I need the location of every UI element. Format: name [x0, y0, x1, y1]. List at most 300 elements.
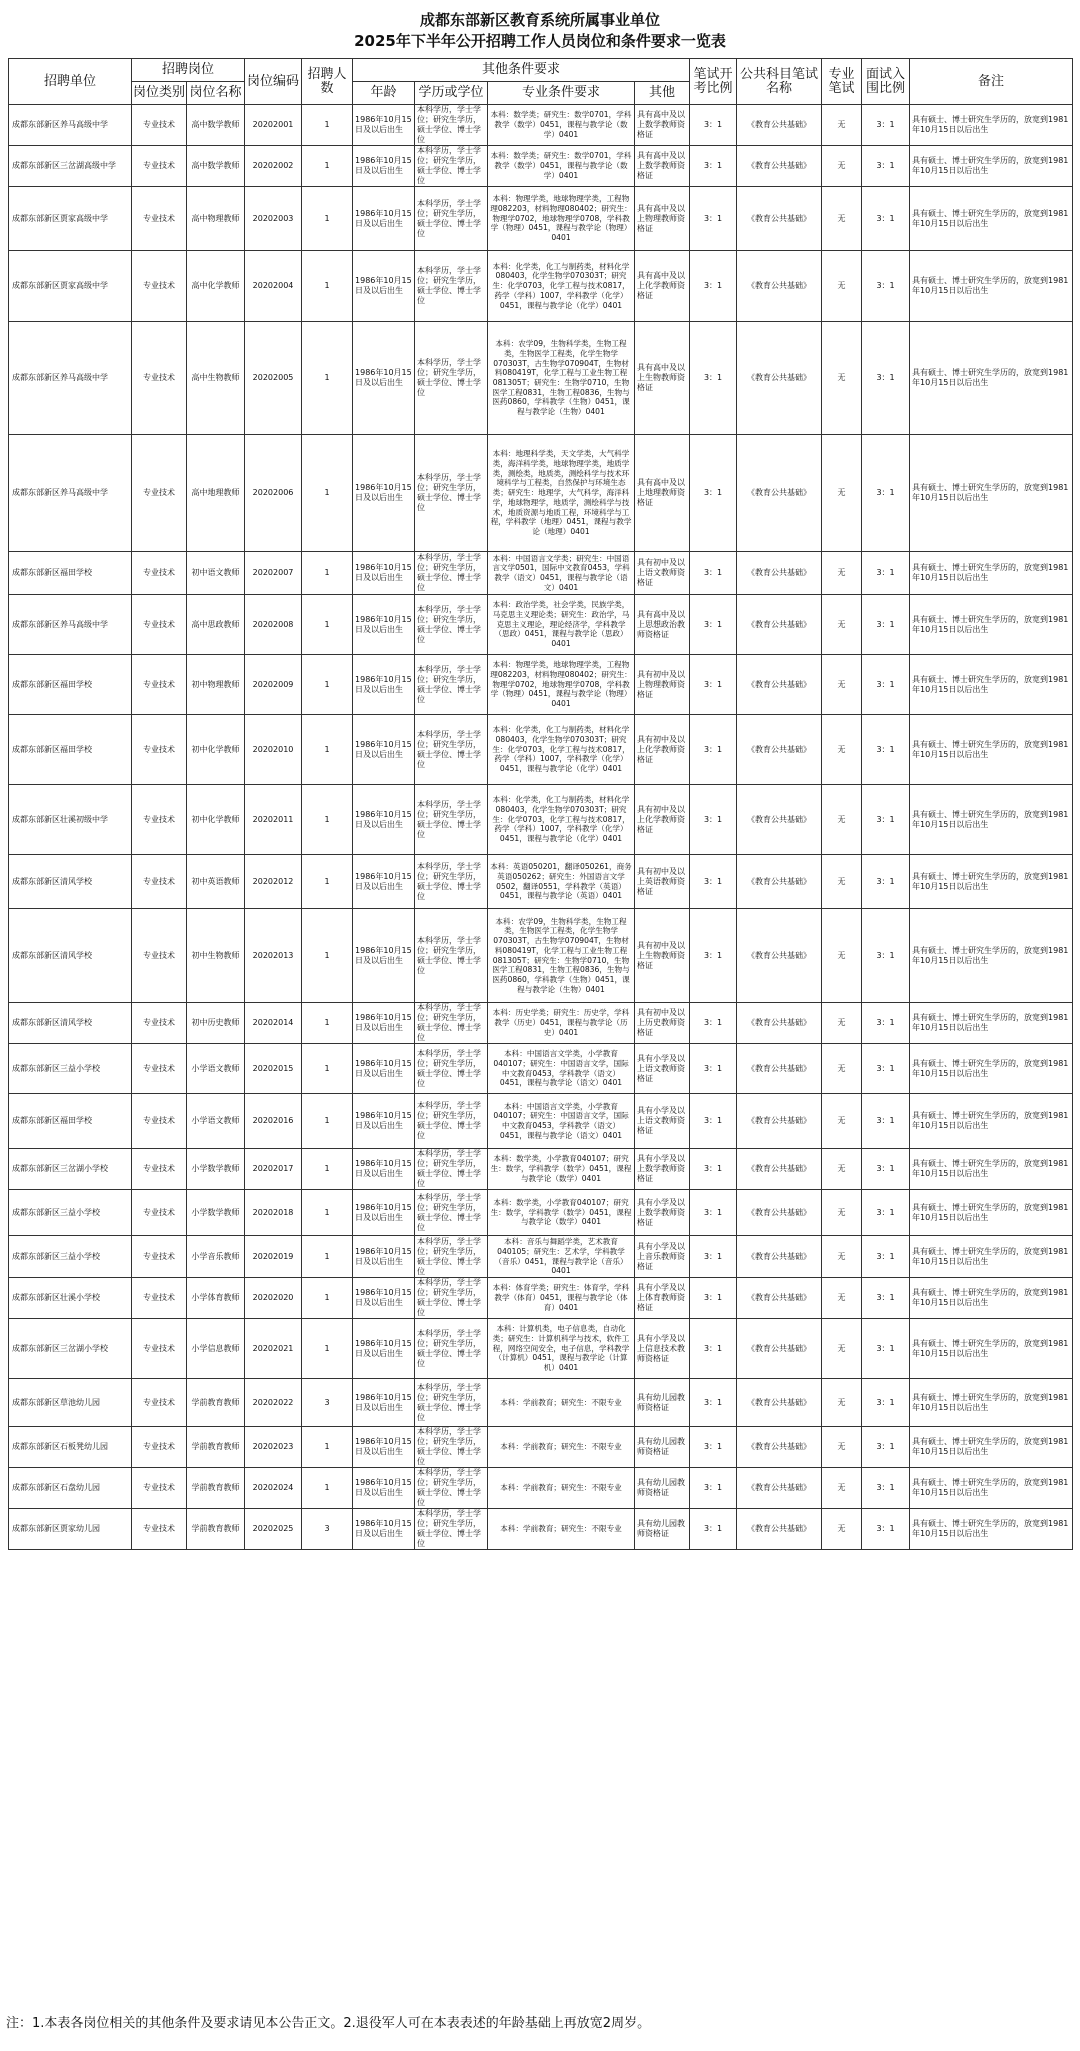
cell-interview: 3：1: [862, 435, 910, 552]
cell-edu: 本科学历，学士学位；研究生学历，硕士学位、博士学位: [415, 1509, 488, 1550]
cell-other: 具有初中及以上历史教师资格证: [635, 1003, 690, 1044]
cell-post-type: 专业技术: [132, 435, 187, 552]
col-header-post-code: 岗位编码: [245, 59, 302, 105]
cell-other: 具有高中及以上思想政治教师资格证: [635, 595, 690, 655]
table-row: [9, 1003, 1073, 1044]
cell-count: 1: [302, 1094, 353, 1149]
cell-remark: 具有硕士、博士研究生学历的，放宽到1981年10月15日以后出生: [910, 1427, 1073, 1468]
cell-other: 具有小学及以上语文教师资格证: [635, 1044, 690, 1094]
cell-age: 1986年10月15日及以后出生: [353, 1468, 415, 1509]
cell-ratio: 3：1: [690, 1379, 737, 1427]
cell-edu: 本科学历，学士学位；研究生学历，硕士学位、博士学位: [415, 1379, 488, 1427]
cell-count: 1: [302, 715, 353, 785]
cell-interview: 3：1: [862, 1427, 910, 1468]
cell-age: 1986年10月15日及以后出生: [353, 146, 415, 187]
cell-edu: 本科学历，学士学位；研究生学历，硕士学位、博士学位: [415, 1278, 488, 1319]
cell-subject: 《教育公共基础》: [737, 1319, 822, 1379]
cell-remark: 具有硕士、博士研究生学历的，放宽到1981年10月15日以后出生: [910, 251, 1073, 322]
cell-post-type: 专业技术: [132, 1190, 187, 1236]
cell-pro-exam: 无: [822, 715, 862, 785]
col-header-edu: 学历或学位: [415, 82, 488, 105]
cell-remark: 具有硕士、博士研究生学历的，放宽到1981年10月15日以后出生: [910, 105, 1073, 146]
cell-pro-exam: 无: [822, 105, 862, 146]
cell-post-code: 20202012: [245, 855, 302, 909]
cell-interview: 3：1: [862, 909, 910, 1003]
cell-post-code: 20202010: [245, 715, 302, 785]
cell-major: 本科：中国语言文学类，小学教育040107；研究生：中国语言文学，国际中文教育0453，学科教学（语文）0451，课程与教学论（语文）0401: [488, 1044, 635, 1094]
col-header-interview: 面试入围比例: [862, 59, 910, 105]
cell-post-type: 专业技术: [132, 715, 187, 785]
cell-subject: 《教育公共基础》: [737, 1509, 822, 1550]
table-row: [9, 785, 1073, 855]
cell-ratio: 3：1: [690, 552, 737, 595]
cell-major: 本科：音乐与舞蹈学类，艺术教育040105；研究生：艺术学，学科教学（音乐）0451，课程与教学论（音乐）0401: [488, 1236, 635, 1278]
cell-interview: 3：1: [862, 855, 910, 909]
cell-major: 本科：体育学类；研究生：体育学，学科教学（体育）0451，课程与教学论（体育）0401: [488, 1278, 635, 1319]
cell-pro-exam: 无: [822, 146, 862, 187]
cell-post-type: 专业技术: [132, 146, 187, 187]
cell-post-code: 20202019: [245, 1236, 302, 1278]
cell-major: 本科：学前教育；研究生：不限专业: [488, 1509, 635, 1550]
cell-interview: 3：1: [862, 1149, 910, 1190]
cell-major: 本科：化学类，化工与制药类，材料化学080403，化学生物学070303T；研究生：化学0703，化学工程与技术0817，药学（学科）1007，学科教学（化学）0451，课程与教学论（化学）0401: [488, 715, 635, 785]
cell-post-code: 20202003: [245, 187, 302, 251]
cell-subject: 《教育公共基础》: [737, 322, 822, 435]
cell-other: 具有幼儿园教师资格证: [635, 1509, 690, 1550]
cell-other: 具有幼儿园教师资格证: [635, 1427, 690, 1468]
cell-subject: 《教育公共基础》: [737, 595, 822, 655]
cell-pro-exam: 无: [822, 322, 862, 435]
cell-interview: 3：1: [862, 187, 910, 251]
cell-pro-exam: 无: [822, 1278, 862, 1319]
cell-age: 1986年10月15日及以后出生: [353, 1236, 415, 1278]
cell-post-type: 专业技术: [132, 1319, 187, 1379]
cell-major: 本科：学前教育；研究生：不限专业: [488, 1379, 635, 1427]
cell-post-type: 专业技术: [132, 552, 187, 595]
cell-pro-exam: 无: [822, 909, 862, 1003]
cell-unit: 成都东部新区养马高级中学: [9, 105, 132, 146]
cell-remark: 具有硕士、博士研究生学历的，放宽到1981年10月15日以后出生: [910, 1379, 1073, 1427]
cell-ratio: 3：1: [690, 1468, 737, 1509]
cell-post-code: 20202016: [245, 1094, 302, 1149]
cell-count: 1: [302, 855, 353, 909]
cell-interview: 3：1: [862, 655, 910, 715]
cell-post-code: 20202011: [245, 785, 302, 855]
cell-unit: 成都东部新区石板凳幼儿园: [9, 1427, 132, 1468]
table-row: [9, 595, 1073, 655]
cell-unit: 成都东部新区石盘幼儿园: [9, 1468, 132, 1509]
cell-post-code: 20202015: [245, 1044, 302, 1094]
cell-pro-exam: 无: [822, 1236, 862, 1278]
cell-edu: 本科学历，学士学位；研究生学历，硕士学位、博士学位: [415, 1149, 488, 1190]
cell-count: 1: [302, 146, 353, 187]
cell-subject: 《教育公共基础》: [737, 1149, 822, 1190]
cell-remark: 具有硕士、博士研究生学历的，放宽到1981年10月15日以后出生: [910, 1236, 1073, 1278]
cell-unit: 成都东部新区清风学校: [9, 909, 132, 1003]
cell-post-name: 高中地理教师: [187, 435, 245, 552]
cell-subject: 《教育公共基础》: [737, 1044, 822, 1094]
cell-edu: 本科学历，学士学位；研究生学历，硕士学位、博士学位: [415, 1190, 488, 1236]
cell-ratio: 3：1: [690, 715, 737, 785]
page-title: [8, 10, 1072, 52]
cell-post-name: 高中数学教师: [187, 105, 245, 146]
cell-major: 本科：学前教育；研究生：不限专业: [488, 1427, 635, 1468]
cell-other: 具有小学及以上数学教师资格证: [635, 1149, 690, 1190]
cell-post-code: 20202005: [245, 322, 302, 435]
cell-post-code: 20202025: [245, 1509, 302, 1550]
cell-post-type: 专业技术: [132, 1509, 187, 1550]
table-row: [9, 1427, 1073, 1468]
cell-post-type: 专业技术: [132, 1468, 187, 1509]
cell-pro-exam: 无: [822, 1468, 862, 1509]
cell-other: 具有高中及以上物理教师资格证: [635, 187, 690, 251]
table-row: [9, 1190, 1073, 1236]
cell-post-name: 初中语文教师: [187, 552, 245, 595]
cell-major: 本科：政治学类，社会学类，民族学类，马克思主义理论类；研究生：政治学，马克思主义理论，理论经济学，学科教学（思政）0451，课程与教学论（思政）0401: [488, 595, 635, 655]
cell-count: 1: [302, 1427, 353, 1468]
table-row: [9, 1236, 1073, 1278]
cell-interview: 3：1: [862, 1044, 910, 1094]
cell-unit: 成都东部新区三益小学校: [9, 1236, 132, 1278]
table-row: [9, 322, 1073, 435]
cell-post-code: 20202008: [245, 595, 302, 655]
cell-interview: 3：1: [862, 715, 910, 785]
cell-edu: 本科学历，学士学位；研究生学历，硕士学位、博士学位: [415, 655, 488, 715]
col-header-conditions: 其他条件要求: [353, 59, 690, 82]
cell-edu: 本科学历，学士学位；研究生学历，硕士学位、博士学位: [415, 1094, 488, 1149]
col-header-post-group: 招聘岗位: [132, 59, 245, 82]
col-header-post-name: 岗位名称: [187, 82, 245, 105]
cell-unit: 成都东部新区草池幼儿园: [9, 1379, 132, 1427]
cell-ratio: 3：1: [690, 1278, 737, 1319]
cell-post-name: 高中数学教师: [187, 146, 245, 187]
cell-count: 1: [302, 105, 353, 146]
cell-edu: 本科学历，学士学位；研究生学历，硕士学位、博士学位: [415, 1236, 488, 1278]
col-header-pro-exam: 专业笔试: [822, 59, 862, 105]
col-header-ratio: 笔试开考比例: [690, 59, 737, 105]
cell-age: 1986年10月15日及以后出生: [353, 1509, 415, 1550]
cell-subject: 《教育公共基础》: [737, 715, 822, 785]
cell-age: 1986年10月15日及以后出生: [353, 251, 415, 322]
cell-post-code: 20202013: [245, 909, 302, 1003]
cell-subject: 《教育公共基础》: [737, 435, 822, 552]
cell-other: 具有小学及以上音乐教师资格证: [635, 1236, 690, 1278]
cell-count: 1: [302, 1003, 353, 1044]
cell-post-name: 高中物理教师: [187, 187, 245, 251]
cell-major: 本科：英语050201，翻译050261，商务英语050262；研究生：外国语言文学0502，翻译0551，学科教学（英语）0451，课程与教学论（英语）0401: [488, 855, 635, 909]
cell-post-name: 学前教育教师: [187, 1509, 245, 1550]
cell-pro-exam: 无: [822, 552, 862, 595]
cell-pro-exam: 无: [822, 1044, 862, 1094]
cell-other: 具有初中及以上语文教师资格证: [635, 552, 690, 595]
cell-interview: 3：1: [862, 595, 910, 655]
cell-post-name: 初中化学教师: [187, 715, 245, 785]
col-header-other: 其他: [635, 82, 690, 105]
cell-count: 1: [302, 655, 353, 715]
cell-pro-exam: 无: [822, 1319, 862, 1379]
table-row: [9, 1319, 1073, 1379]
cell-subject: 《教育公共基础》: [737, 855, 822, 909]
cell-post-name: 高中思政教师: [187, 595, 245, 655]
cell-edu: 本科学历，学士学位；研究生学历，硕士学位、博士学位: [415, 435, 488, 552]
recruitment-table: [8, 58, 1073, 1550]
cell-subject: 《教育公共基础》: [737, 1094, 822, 1149]
cell-edu: 本科学历，学士学位；研究生学历，硕士学位、博士学位: [415, 1003, 488, 1044]
cell-age: 1986年10月15日及以后出生: [353, 909, 415, 1003]
cell-post-type: 专业技术: [132, 1379, 187, 1427]
cell-major: 本科：历史学类；研究生：历史学，学科教学（历史）0451，课程与教学论（历史）0401: [488, 1003, 635, 1044]
cell-remark: 具有硕士、博士研究生学历的，放宽到1981年10月15日以后出生: [910, 146, 1073, 187]
table-row: [9, 715, 1073, 785]
cell-ratio: 3：1: [690, 595, 737, 655]
cell-pro-exam: 无: [822, 1190, 862, 1236]
cell-post-name: 小学语文教师: [187, 1094, 245, 1149]
cell-interview: 3：1: [862, 322, 910, 435]
cell-other: 具有初中及以上物理教师资格证: [635, 655, 690, 715]
cell-post-name: 小学数学教师: [187, 1190, 245, 1236]
cell-subject: 《教育公共基础》: [737, 146, 822, 187]
cell-ratio: 3：1: [690, 322, 737, 435]
cell-subject: 《教育公共基础》: [737, 1003, 822, 1044]
cell-age: 1986年10月15日及以后出生: [353, 187, 415, 251]
cell-age: 1986年10月15日及以后出生: [353, 1319, 415, 1379]
table-row: [9, 1379, 1073, 1427]
cell-remark: 具有硕士、博士研究生学历的，放宽到1981年10月15日以后出生: [910, 1044, 1073, 1094]
table-row: [9, 1149, 1073, 1190]
cell-count: 1: [302, 1044, 353, 1094]
cell-post-name: 小学音乐教师: [187, 1236, 245, 1278]
cell-pro-exam: 无: [822, 595, 862, 655]
cell-post-name: 初中历史教师: [187, 1003, 245, 1044]
cell-remark: 具有硕士、博士研究生学历的，放宽到1981年10月15日以后出生: [910, 435, 1073, 552]
cell-post-type: 专业技术: [132, 1094, 187, 1149]
cell-interview: 3：1: [862, 146, 910, 187]
cell-unit: 成都东部新区养马高级中学: [9, 322, 132, 435]
cell-count: 1: [302, 322, 353, 435]
cell-major: 本科：物理学类，地球物理学类，工程物理082203，材料物理080402；研究生：物理学0702，地球物理学0708，学科教学（物理）0451，课程与教学论（物理）0401: [488, 655, 635, 715]
cell-ratio: 3：1: [690, 785, 737, 855]
cell-unit: 成都东部新区养马高级中学: [9, 595, 132, 655]
cell-pro-exam: 无: [822, 1379, 862, 1427]
cell-major: 本科：物理学类，地球物理学类，工程物理082203，材料物理080402；研究生：物理学0702，地球物理学0708，学科教学（物理）0451，课程与教学论（物理）0401: [488, 187, 635, 251]
cell-edu: 本科学历，学士学位；研究生学历，硕士学位、博士学位: [415, 1319, 488, 1379]
cell-pro-exam: 无: [822, 251, 862, 322]
cell-edu: 本科学历，学士学位；研究生学历，硕士学位、博士学位: [415, 105, 488, 146]
cell-subject: 《教育公共基础》: [737, 655, 822, 715]
cell-interview: 3：1: [862, 1509, 910, 1550]
cell-edu: 本科学历，学士学位；研究生学历，硕士学位、博士学位: [415, 595, 488, 655]
cell-major: 本科：数学类；研究生：数学0701，学科教学（数学）0451，课程与教学论（数学）0401: [488, 105, 635, 146]
cell-major: 本科：中国语言文学类；研究生：中国语言文学0501，国际中文教育0453，学科教学（语文）0451，课程与教学论（语文）0401: [488, 552, 635, 595]
cell-post-name: 学前教育教师: [187, 1427, 245, 1468]
cell-ratio: 3：1: [690, 251, 737, 322]
cell-interview: 3：1: [862, 1468, 910, 1509]
cell-post-code: 20202020: [245, 1278, 302, 1319]
cell-edu: 本科学历，学士学位；研究生学历，硕士学位、博士学位: [415, 187, 488, 251]
cell-post-code: 20202024: [245, 1468, 302, 1509]
table-row: [9, 187, 1073, 251]
cell-ratio: 3：1: [690, 1190, 737, 1236]
cell-major: 本科：数学类；研究生：数学0701，学科教学（数学）0451，课程与教学论（数学）0401: [488, 146, 635, 187]
cell-post-name: 初中生物教师: [187, 909, 245, 1003]
cell-post-type: 专业技术: [132, 187, 187, 251]
cell-remark: 具有硕士、博士研究生学历的，放宽到1981年10月15日以后出生: [910, 1509, 1073, 1550]
document: [8, 10, 1072, 1550]
cell-remark: 具有硕士、博士研究生学历的，放宽到1981年10月15日以后出生: [910, 655, 1073, 715]
cell-remark: 具有硕士、博士研究生学历的，放宽到1981年10月15日以后出生: [910, 1003, 1073, 1044]
cell-ratio: 3：1: [690, 146, 737, 187]
table-row: [9, 552, 1073, 595]
cell-ratio: 3：1: [690, 1509, 737, 1550]
cell-unit: 成都东部新区清风学校: [9, 855, 132, 909]
cell-age: 1986年10月15日及以后出生: [353, 655, 415, 715]
cell-remark: 具有硕士、博士研究生学历的，放宽到1981年10月15日以后出生: [910, 715, 1073, 785]
cell-ratio: 3：1: [690, 1094, 737, 1149]
cell-other: 具有高中及以上数学教师资格证: [635, 146, 690, 187]
cell-other: 具有初中及以上化学教师资格证: [635, 785, 690, 855]
cell-subject: 《教育公共基础》: [737, 1468, 822, 1509]
table-row: [9, 251, 1073, 322]
cell-age: 1986年10月15日及以后出生: [353, 595, 415, 655]
col-header-subject: 公共科目笔试名称: [737, 59, 822, 105]
cell-remark: 具有硕士、博士研究生学历的，放宽到1981年10月15日以后出生: [910, 322, 1073, 435]
cell-edu: 本科学历，学士学位；研究生学历，硕士学位、博士学位: [415, 146, 488, 187]
cell-count: 1: [302, 909, 353, 1003]
cell-post-name: 初中英语教师: [187, 855, 245, 909]
cell-major: 本科：中国语言文学类，小学教育040107；研究生：中国语言文学，国际中文教育0453，学科教学（语文）0451，课程与教学论（语文）0401: [488, 1094, 635, 1149]
cell-count: 1: [302, 1468, 353, 1509]
cell-ratio: 3：1: [690, 655, 737, 715]
cell-post-name: 小学信息教师: [187, 1319, 245, 1379]
cell-post-name: 学前教育教师: [187, 1468, 245, 1509]
table-row: [9, 1044, 1073, 1094]
cell-unit: 成都东部新区福田学校: [9, 655, 132, 715]
cell-unit: 成都东部新区三岔湖高级中学: [9, 146, 132, 187]
cell-post-type: 专业技术: [132, 251, 187, 322]
cell-other: 具有初中及以上生物教师资格证: [635, 909, 690, 1003]
cell-remark: 具有硕士、博士研究生学历的，放宽到1981年10月15日以后出生: [910, 1278, 1073, 1319]
cell-other: 具有幼儿园教师资格证: [635, 1468, 690, 1509]
cell-post-code: 20202022: [245, 1379, 302, 1427]
cell-post-name: 高中生物教师: [187, 322, 245, 435]
cell-pro-exam: 无: [822, 1003, 862, 1044]
cell-ratio: 3：1: [690, 1149, 737, 1190]
col-header-remark: 备注: [910, 59, 1073, 105]
cell-interview: 3：1: [862, 105, 910, 146]
table-row: [9, 1509, 1073, 1550]
cell-interview: 3：1: [862, 785, 910, 855]
cell-major: 本科：农学09，生物科学类，生物工程类，生物医学工程类，化学生物学070303T，古生物学070904T，生物材料080419T，化学工程与工业生物工程081305T；研究生：生物学0710，生物医学工程0831，生物工程0836，生物与医药0860，学科教学（生物）0451，课程与教学论（生物）0401: [488, 322, 635, 435]
cell-other: 具有高中及以上生物教师资格证: [635, 322, 690, 435]
cell-subject: 《教育公共基础》: [737, 105, 822, 146]
cell-post-name: 高中化学教师: [187, 251, 245, 322]
table-row: [9, 1094, 1073, 1149]
cell-ratio: 3：1: [690, 1236, 737, 1278]
cell-post-name: 小学语文教师: [187, 1044, 245, 1094]
cell-other: 具有小学及以上信息技术教师资格证: [635, 1319, 690, 1379]
cell-ratio: 3：1: [690, 1427, 737, 1468]
cell-other: 具有高中及以上数学教师资格证: [635, 105, 690, 146]
cell-unit: 成都东部新区壮溪小学校: [9, 1278, 132, 1319]
cell-age: 1986年10月15日及以后出生: [353, 322, 415, 435]
cell-major: 本科：学前教育；研究生：不限专业: [488, 1468, 635, 1509]
cell-post-name: 小学体育教师: [187, 1278, 245, 1319]
cell-pro-exam: 无: [822, 1427, 862, 1468]
table-row: [9, 146, 1073, 187]
cell-age: 1986年10月15日及以后出生: [353, 105, 415, 146]
cell-count: 1: [302, 785, 353, 855]
cell-edu: 本科学历，学士学位；研究生学历，硕士学位、博士学位: [415, 251, 488, 322]
cell-post-type: 专业技术: [132, 1003, 187, 1044]
title-line-2: 2025年下半年公开招聘工作人员岗位和条件要求一览表: [354, 32, 726, 50]
cell-subject: 《教育公共基础》: [737, 1379, 822, 1427]
table-row: [9, 1468, 1073, 1509]
cell-remark: 具有硕士、博士研究生学历的，放宽到1981年10月15日以后出生: [910, 595, 1073, 655]
cell-remark: 具有硕士、博士研究生学历的，放宽到1981年10月15日以后出生: [910, 552, 1073, 595]
cell-other: 具有初中及以上英语教师资格证: [635, 855, 690, 909]
cell-age: 1986年10月15日及以后出生: [353, 1003, 415, 1044]
table-row: [9, 655, 1073, 715]
cell-pro-exam: 无: [822, 187, 862, 251]
col-header-unit: 招聘单位: [9, 59, 132, 105]
cell-remark: 具有硕士、博士研究生学历的，放宽到1981年10月15日以后出生: [910, 855, 1073, 909]
cell-ratio: 3：1: [690, 855, 737, 909]
cell-count: 1: [302, 552, 353, 595]
cell-ratio: 3：1: [690, 1003, 737, 1044]
cell-ratio: 3：1: [690, 187, 737, 251]
cell-interview: 3：1: [862, 552, 910, 595]
col-header-age: 年龄: [353, 82, 415, 105]
cell-other: 具有小学及以上体育教师资格证: [635, 1278, 690, 1319]
cell-post-type: 专业技术: [132, 1149, 187, 1190]
cell-post-code: 20202006: [245, 435, 302, 552]
cell-other: 具有小学及以上数学教师资格证: [635, 1190, 690, 1236]
cell-remark: 具有硕士、博士研究生学历的，放宽到1981年10月15日以后出生: [910, 1094, 1073, 1149]
cell-age: 1986年10月15日及以后出生: [353, 855, 415, 909]
col-header-count: 招聘人数: [302, 59, 353, 105]
cell-post-type: 专业技术: [132, 855, 187, 909]
cell-major: 本科：化学类，化工与制药类，材料化学080403，化学生物学070303T；研究生：化学0703，化学工程与技术0817，药学（学科）1007，学科教学（化学）0451，课程与教学论（化学）0401: [488, 785, 635, 855]
cell-post-name: 小学数学教师: [187, 1149, 245, 1190]
table-row: [9, 855, 1073, 909]
cell-interview: 3：1: [862, 1319, 910, 1379]
cell-remark: 具有硕士、博士研究生学历的，放宽到1981年10月15日以后出生: [910, 1149, 1073, 1190]
cell-unit: 成都东部新区三益小学校: [9, 1190, 132, 1236]
cell-unit: 成都东部新区贾家高级中学: [9, 187, 132, 251]
cell-unit: 成都东部新区三岔湖小学校: [9, 1319, 132, 1379]
cell-edu: 本科学历，学士学位；研究生学历，硕士学位、博士学位: [415, 785, 488, 855]
cell-count: 3: [302, 1509, 353, 1550]
title-line-1: 成都东部新区教育系统所属事业单位: [419, 11, 660, 29]
cell-post-code: 20202017: [245, 1149, 302, 1190]
cell-post-code: 20202001: [245, 105, 302, 146]
cell-age: 1986年10月15日及以后出生: [353, 1379, 415, 1427]
cell-post-type: 专业技术: [132, 595, 187, 655]
cell-ratio: 3：1: [690, 1319, 737, 1379]
cell-unit: 成都东部新区壮溪初级中学: [9, 785, 132, 855]
table-row: [9, 105, 1073, 146]
cell-age: 1986年10月15日及以后出生: [353, 1149, 415, 1190]
cell-unit: 成都东部新区贾家高级中学: [9, 251, 132, 322]
cell-age: 1986年10月15日及以后出生: [353, 435, 415, 552]
cell-pro-exam: 无: [822, 1094, 862, 1149]
cell-subject: 《教育公共基础》: [737, 1236, 822, 1278]
cell-unit: 成都东部新区福田学校: [9, 715, 132, 785]
cell-major: 本科：计算机类，电子信息类，自动化类；研究生：计算机科学与技术，软件工程，网络空间安全，电子信息，学科教学（计算机）0451，课程与教学论（计算机）0401: [488, 1319, 635, 1379]
cell-subject: 《教育公共基础》: [737, 552, 822, 595]
cell-post-code: 20202018: [245, 1190, 302, 1236]
cell-ratio: 3：1: [690, 435, 737, 552]
